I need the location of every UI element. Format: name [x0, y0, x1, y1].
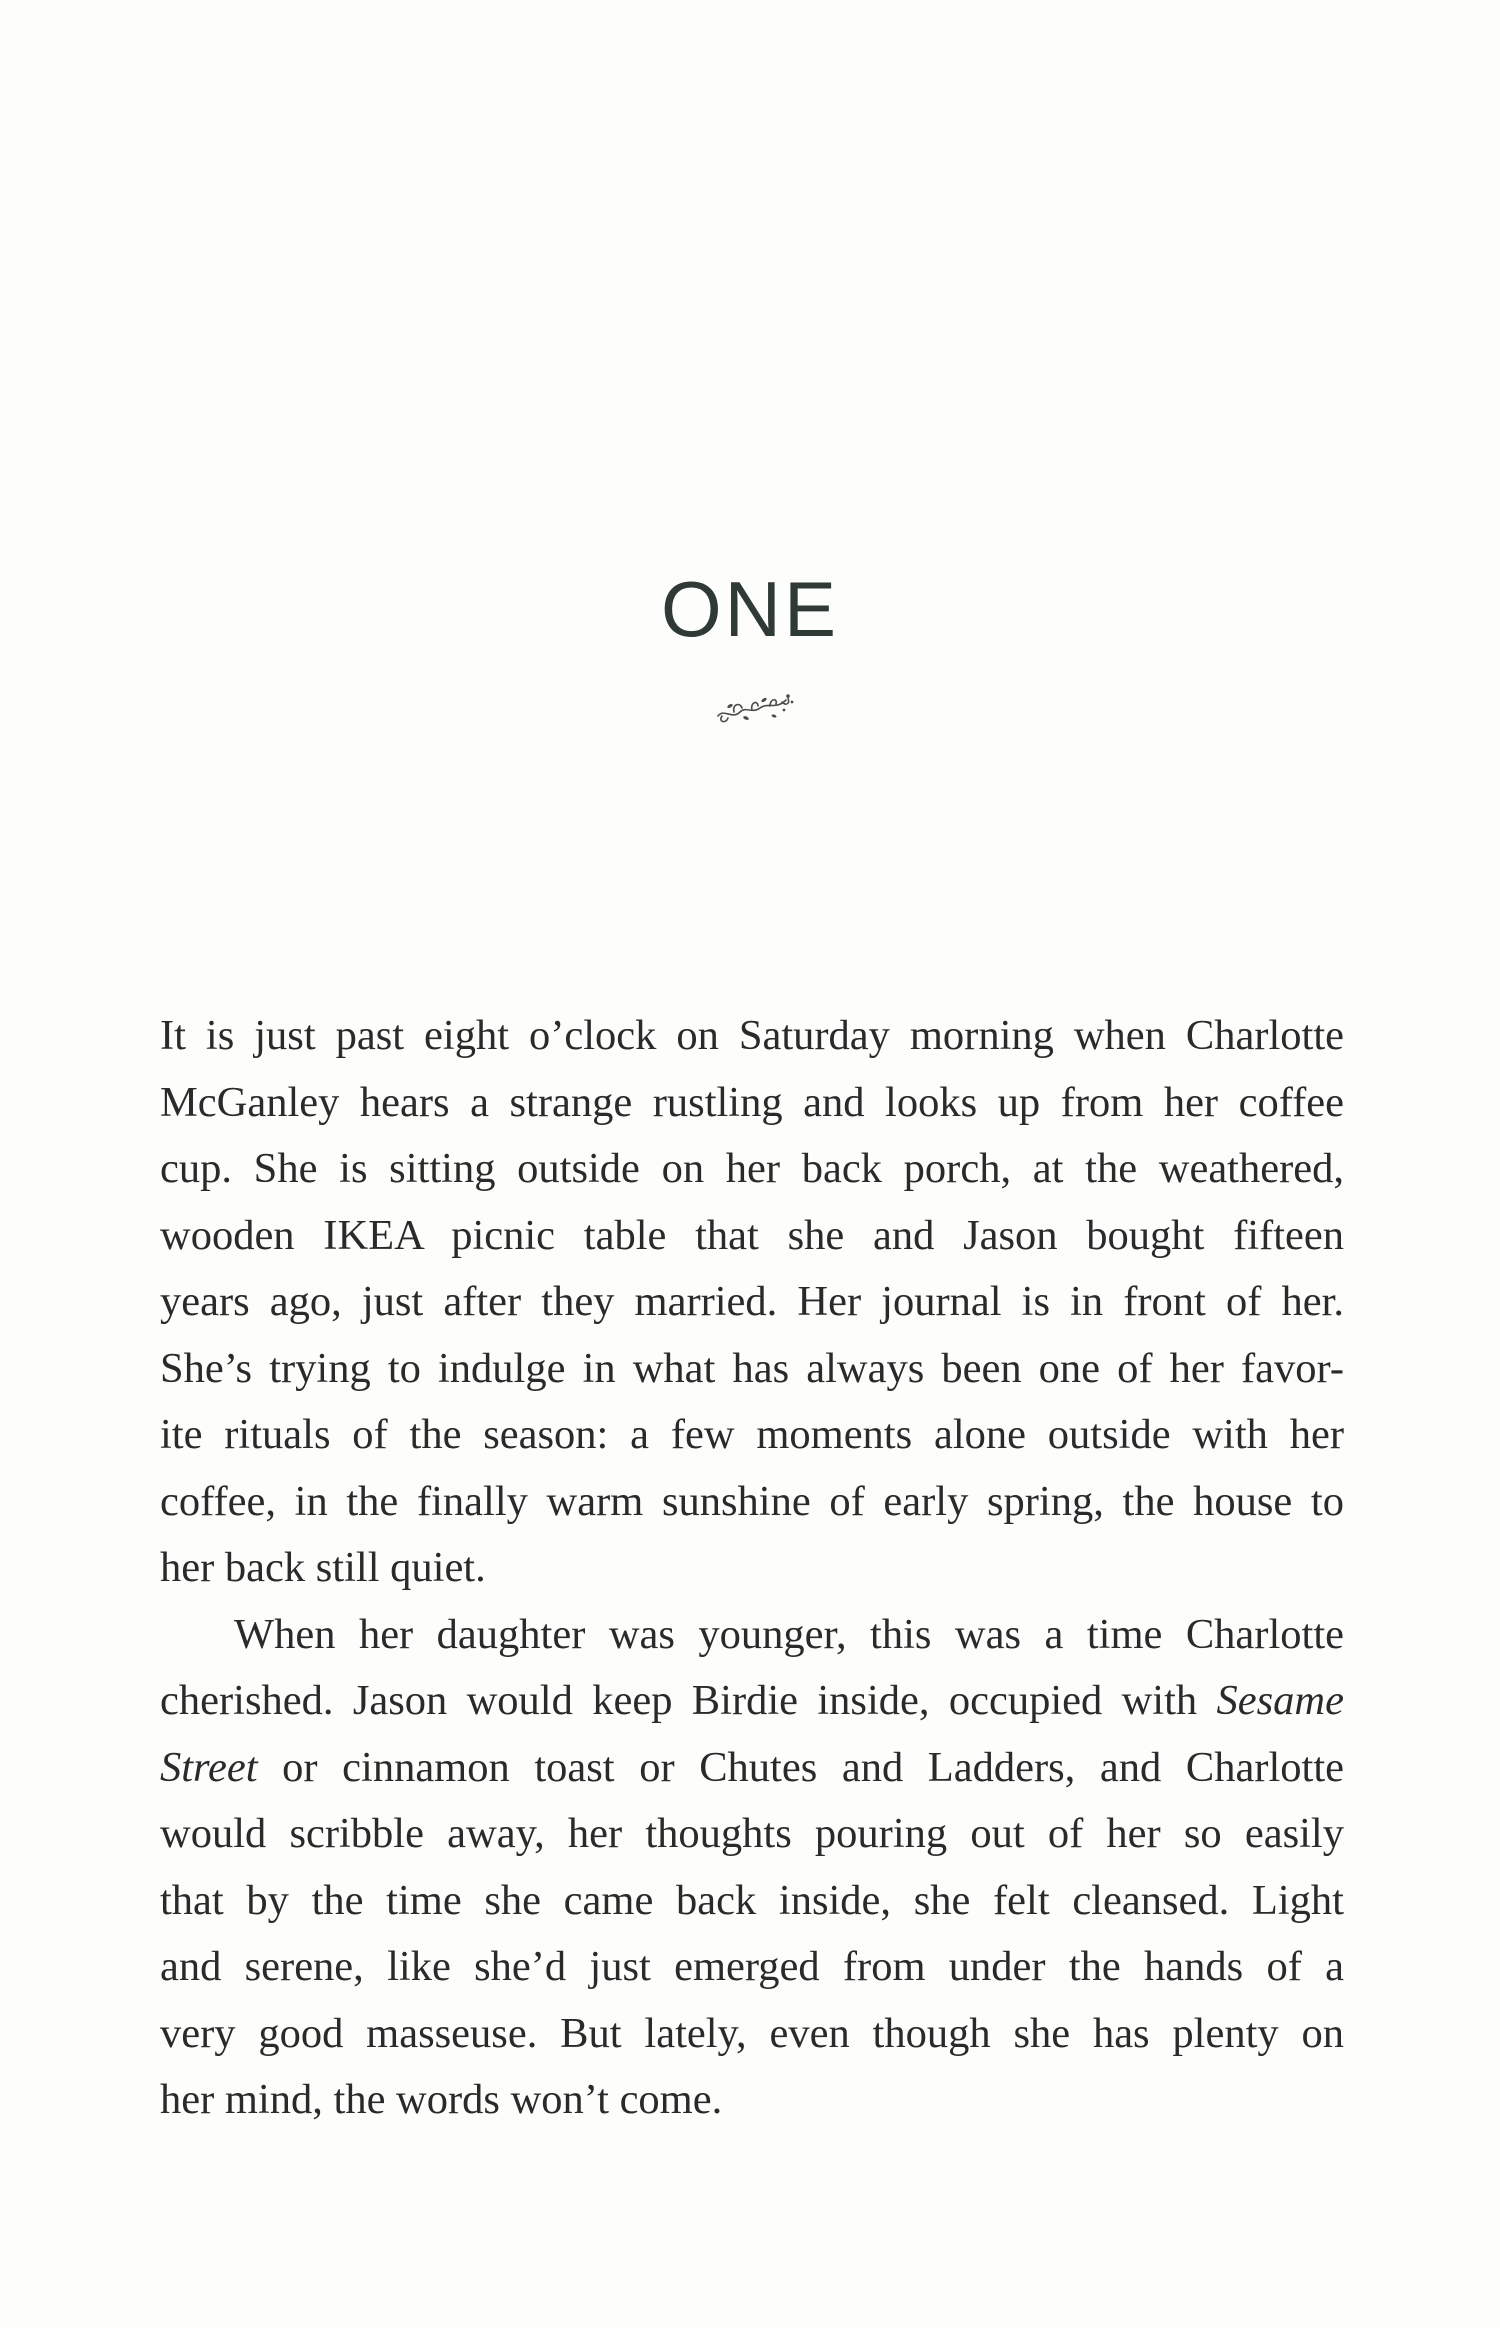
text-line: ite rituals of the season: a few moments alone outside with her: [160, 1411, 1344, 1458]
text-run: or cinnamon toast or Chutes and Ladders, and Charlotte: [257, 1743, 1344, 1791]
text-line: cup. She is sitting outside on her back porch, at the weathered,: [160, 1145, 1344, 1192]
paragraph-2: [160, 1602, 1344, 2134]
chapter-body: [160, 1003, 1344, 2134]
text-line: [160, 1735, 1344, 1802]
book-title-italic: Street: [160, 1743, 258, 1791]
text-line: her back still quiet.: [160, 1544, 486, 1591]
text-line: McGanley hears a strange rustling and looks up from her coffee: [160, 1078, 1344, 1126]
text-run: cherished. Jason would keep Birdie inside, occupied with: [160, 1677, 1217, 1724]
floral-vine-ornament-icon: [712, 686, 794, 726]
text-line: When her daughter was younger, this was a time Charlotte: [234, 1610, 1344, 1658]
text-line: [160, 1668, 1344, 1735]
text-line: very good masseuse. But lately, even though she has plenty on: [160, 2009, 1344, 2057]
text-line: years ago, just after they married. Her journal is in front of her.: [160, 1278, 1344, 1325]
text-line: her mind, the words won’t come.: [160, 2076, 723, 2123]
text-line: She’s trying to indulge in what has always been one of her favor-: [160, 1344, 1344, 1392]
text-line: coffee, in the finally warm sunshine of early spring, the house to: [160, 1477, 1344, 1525]
book-title-italic: Sesame: [1216, 1677, 1344, 1724]
text-line: would scribble away, her thoughts pouring out of her so easily: [160, 1810, 1344, 1857]
paragraph-1: [160, 1003, 1344, 1602]
text-line: wooden IKEA picnic table that she and Jason bought fifteen: [160, 1211, 1344, 1259]
chapter-title: ONE: [660, 565, 840, 653]
text-line: that by the time she came back inside, she felt cleansed. Light: [160, 1876, 1344, 1924]
text-line: and serene, like she’d just emerged from under the hands of a: [160, 1943, 1344, 1990]
text-line: It is just past eight o’clock on Saturday morning when Charlotte: [160, 1012, 1344, 1059]
